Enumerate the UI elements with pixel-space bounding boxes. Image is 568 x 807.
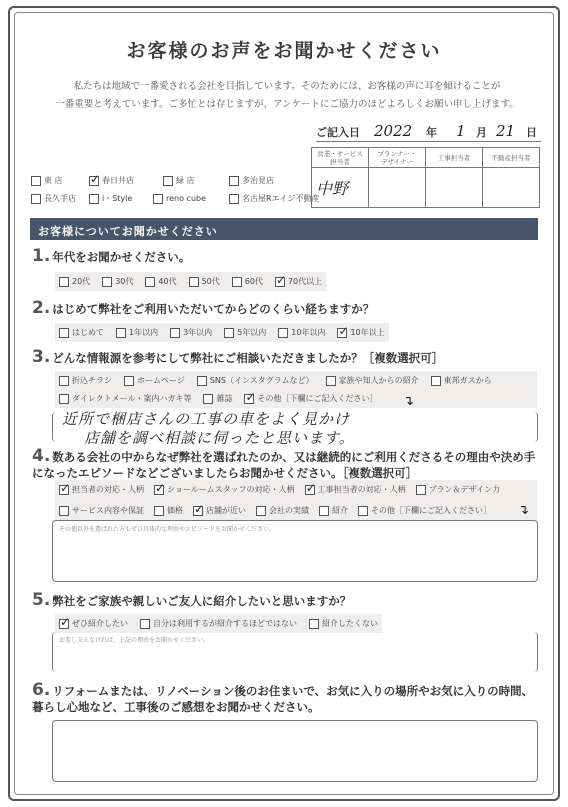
option[interactable]: SNS（インスタグラムなど） bbox=[197, 375, 314, 386]
checkbox[interactable] bbox=[116, 328, 126, 338]
staff-header-planner: プランナー・ デザイナー bbox=[369, 148, 426, 168]
checkbox[interactable] bbox=[358, 506, 368, 516]
checkbox[interactable] bbox=[59, 376, 69, 386]
section-header: お客様についてお聞かせください bbox=[30, 218, 538, 240]
option[interactable]: ✓ ショールームスタッフの対応・人柄 bbox=[154, 484, 295, 495]
option[interactable]: ✓ 担当者の対応・人柄 bbox=[59, 484, 144, 495]
option[interactable]: ホームページ bbox=[124, 375, 185, 386]
date-month-unit: 月 bbox=[476, 126, 487, 139]
checkbox[interactable] bbox=[154, 485, 164, 495]
option[interactable]: 60代 bbox=[232, 276, 263, 287]
store-option[interactable]: 緑 店 bbox=[163, 175, 223, 186]
store-option[interactable]: 長久手店 bbox=[31, 193, 83, 204]
checkbox[interactable] bbox=[59, 277, 69, 287]
q5-note: お差し支えなければ、上記の理由をお聞かせください。 bbox=[59, 637, 210, 644]
date-day-unit: 日 bbox=[526, 126, 537, 139]
option[interactable]: 会社の実績 bbox=[256, 505, 309, 516]
q6-answer-box[interactable] bbox=[52, 720, 538, 782]
checkbox[interactable] bbox=[145, 277, 155, 287]
checkbox[interactable] bbox=[305, 485, 315, 495]
checkbox[interactable] bbox=[197, 376, 207, 386]
staff-table bbox=[311, 147, 540, 208]
checkbox[interactable] bbox=[170, 328, 180, 338]
option[interactable]: 3年以内 bbox=[170, 327, 212, 338]
question-3: 3. どんな情報源を参考にして弊社にご相談いただきましたか？［複数選択可］ bbox=[32, 347, 444, 367]
option[interactable]: 20代 bbox=[59, 276, 90, 287]
store-option[interactable]: 東 店 bbox=[31, 175, 83, 186]
question-2: 2. はじめて弊社をご利用いただいてからどのくらい経ちますか？ bbox=[32, 298, 375, 318]
staff-header-realestate: 不動産担当者 bbox=[483, 148, 540, 168]
checkbox[interactable] bbox=[124, 376, 134, 386]
checkbox[interactable] bbox=[229, 176, 239, 186]
checkbox[interactable] bbox=[229, 194, 239, 204]
option[interactable]: 紹介したくない bbox=[309, 618, 378, 629]
staff-value-planner[interactable] bbox=[369, 168, 426, 208]
option[interactable]: ✓ ぜひ紹介したい bbox=[59, 618, 128, 629]
checkbox[interactable] bbox=[275, 277, 285, 287]
arrow-icon: ↴ bbox=[518, 503, 529, 518]
q2-options bbox=[55, 323, 389, 342]
checkbox[interactable] bbox=[163, 176, 173, 186]
q5-options bbox=[55, 614, 382, 633]
q3-options bbox=[55, 371, 537, 408]
date-month: 1 bbox=[456, 122, 466, 140]
checkbox[interactable] bbox=[59, 328, 69, 338]
intro-text bbox=[42, 78, 532, 114]
q3-handwritten-line-1: 近所で梱店さんの工事の車をよく見かけ bbox=[62, 410, 351, 428]
question-5: 5. 弊社をご家族や親しいご友人に紹介したいと思いますか？ bbox=[32, 590, 352, 610]
checkbox[interactable] bbox=[102, 277, 112, 287]
option[interactable]: 自分は利用するが紹介するほどではない bbox=[140, 618, 297, 629]
option[interactable]: 40代 bbox=[145, 276, 176, 287]
option[interactable]: ✓ 店舗が近い bbox=[193, 505, 246, 516]
q4-options bbox=[55, 480, 537, 520]
option[interactable]: 折込チラシ bbox=[59, 375, 112, 386]
date-day: 21 bbox=[496, 122, 516, 140]
q4-note: その他以外を選ばれた方もぜひ具体的な理由やエピソードをお聞かせください。 bbox=[59, 526, 276, 533]
option[interactable]: ✓ 70代以上 bbox=[275, 276, 322, 287]
staff-value-construction[interactable] bbox=[426, 168, 483, 208]
q5-answer-box[interactable] bbox=[52, 632, 538, 672]
checkbox[interactable] bbox=[59, 485, 69, 495]
option[interactable]: 家族や知人からの紹介 bbox=[326, 375, 419, 386]
checkbox[interactable] bbox=[416, 485, 426, 495]
q1-options bbox=[55, 272, 326, 291]
checkbox[interactable] bbox=[224, 328, 234, 338]
checkbox[interactable] bbox=[326, 376, 336, 386]
store-option[interactable]: i・Style bbox=[89, 193, 147, 204]
option[interactable]: 5年以内 bbox=[224, 327, 266, 338]
checkbox[interactable] bbox=[244, 394, 254, 404]
staff-sales-name: 中野 bbox=[316, 179, 349, 198]
checkbox[interactable] bbox=[232, 277, 242, 287]
page-title: お客様のお声をお聞かせください bbox=[126, 40, 442, 62]
checkbox[interactable] bbox=[154, 506, 164, 516]
q3-handwritten-line-2: 店舗を調べ相談に伺ったと思います。 bbox=[84, 429, 355, 447]
checkbox[interactable] bbox=[59, 394, 69, 404]
intro-line-1: 私たちは地域で一番愛される会社を目指しています。そのためには、お客様の声に耳を傾けることが bbox=[73, 81, 501, 92]
option[interactable]: 50代 bbox=[189, 276, 220, 287]
q4-answer-box[interactable] bbox=[52, 520, 538, 582]
option[interactable]: プラン＆デザイン力 bbox=[416, 484, 500, 495]
checkbox[interactable] bbox=[59, 506, 69, 516]
checkbox[interactable] bbox=[278, 328, 288, 338]
staff-header-construction: 工事担当者 bbox=[426, 148, 483, 168]
option[interactable]: 東邦ガスから bbox=[431, 375, 492, 386]
option[interactable]: サービス内容や保証 bbox=[59, 505, 144, 516]
option[interactable]: 10年以内 bbox=[278, 327, 325, 338]
checkbox[interactable] bbox=[309, 619, 319, 629]
date-year: 2022 bbox=[374, 122, 413, 140]
staff-value-sales[interactable] bbox=[312, 168, 369, 208]
checkbox[interactable] bbox=[256, 506, 266, 516]
option[interactable]: その他［下欄にご記入ください］ bbox=[358, 505, 491, 516]
checkbox[interactable] bbox=[89, 176, 99, 186]
checkbox[interactable] bbox=[153, 194, 163, 204]
option[interactable]: ダイレクトメール・案内ハガキ等 bbox=[59, 393, 191, 404]
staff-value-realestate[interactable] bbox=[483, 168, 540, 208]
option[interactable]: 1年以内 bbox=[116, 327, 158, 338]
date-label: ご記入日 bbox=[316, 126, 360, 139]
date-field[interactable] bbox=[316, 124, 541, 142]
option[interactable]: 紹介 bbox=[319, 505, 348, 516]
intro-line-2: 一番重要と考えています。ご多忙とは存じますが、アンケートにご協力のほどよろしくお願い申し上げます。 bbox=[55, 99, 519, 110]
checkbox[interactable] bbox=[319, 506, 329, 516]
checkbox[interactable] bbox=[59, 619, 69, 629]
store-option[interactable]: ✓ 春日井店 bbox=[89, 175, 157, 186]
question-4: 4. 数ある会社の中からなぜ弊社を選ばれたのか、又は継続的にご利用くださるその理由や決め手になったエピソードなどございましたらお聞かせください。［複数選択可］ bbox=[32, 446, 536, 480]
checkbox[interactable] bbox=[193, 506, 203, 516]
staff-header-sales: 営業・サービス 担当者 bbox=[312, 148, 369, 168]
checkbox[interactable] bbox=[31, 194, 41, 204]
option[interactable]: 30代 bbox=[102, 276, 133, 287]
question-1: 1. 年代をお聞かせください。 bbox=[32, 246, 191, 266]
date-year-unit: 年 bbox=[426, 126, 437, 139]
checkbox[interactable] bbox=[189, 277, 199, 287]
question-6: 6. リフォームまたは、リノベーション後のお住まいで、お気に入りの場所やお気に入りの時間、暮らし心地など、工事後のご感想をお聞かせください。 bbox=[32, 680, 534, 714]
store-option[interactable]: 多治見店 bbox=[229, 175, 274, 186]
checkbox[interactable] bbox=[140, 619, 150, 629]
checkbox[interactable] bbox=[89, 194, 99, 204]
checkbox[interactable] bbox=[31, 176, 41, 186]
arrow-icon: ↴ bbox=[403, 394, 414, 409]
store-option[interactable]: 名古屋Rエイジ不動産 bbox=[229, 193, 320, 204]
option[interactable]: 雑誌 bbox=[203, 393, 232, 404]
checkbox[interactable] bbox=[431, 376, 441, 386]
store-selector bbox=[31, 175, 320, 211]
option[interactable]: ✓ 10年以上 bbox=[337, 327, 384, 338]
option[interactable]: ✓ その他［下欄にご記入ください］ bbox=[244, 393, 377, 404]
option[interactable]: ✓ 工事担当者の対応・人柄 bbox=[305, 484, 406, 495]
option[interactable]: 価格 bbox=[154, 505, 183, 516]
option[interactable]: はじめて bbox=[59, 327, 104, 338]
checkbox[interactable] bbox=[203, 394, 213, 404]
checkbox[interactable] bbox=[337, 328, 347, 338]
store-option[interactable]: reno cube bbox=[153, 193, 223, 204]
